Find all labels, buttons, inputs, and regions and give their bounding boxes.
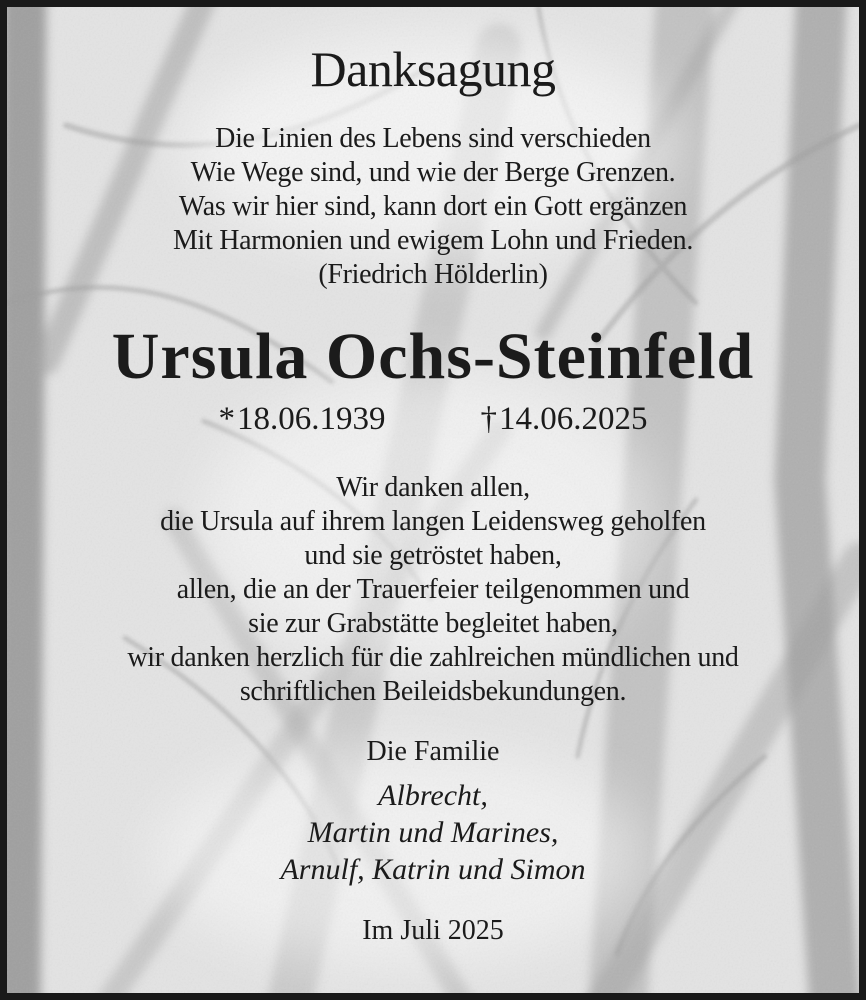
death-cross-symbol: † [480,400,497,437]
family-label: Die Familie [366,735,500,767]
poem-line: Die Linien des Lebens sind verschieden [215,122,651,154]
thanks-line: die Ursula auf ihrem langen Leidensweg geholfen [160,505,706,537]
death-date [481,399,648,439]
publication-date: Im Juli 2025 [362,914,504,946]
thanks-line: wir danken herzlich für die zahlreichen mündlichen und [127,641,739,673]
deceased-name: Ursula Ochs-Steinfeld [111,319,755,393]
born-star-symbol: * [218,400,235,437]
family-names [7,777,859,888]
poem-line: Mit Harmonien und ewigem Lohn und Frieden. [172,224,694,256]
poem-line: Wie Wege sind, und wie der Berge Grenzen. [190,156,676,188]
thanks-text [7,471,859,709]
death-date-value: 14.06.2025 [499,400,648,437]
birth-date-value: 18.06.1939 [237,400,386,437]
life-dates [7,399,859,439]
thanks-line: allen, die an der Trauerfeier teilgenommen und [176,573,690,605]
notice-title: Danksagung [310,41,556,97]
thanks-line: schriftlichen Beileidsbekundungen. [239,675,627,707]
poem [7,122,859,292]
family-name: Martin und Marines, [307,815,559,849]
thanks-line: sie zur Grabstätte begleitet haben, [248,607,618,639]
family-name: Albrecht, [378,778,488,812]
thanks-line: Wir danken allen, [336,471,530,503]
family-name: Arnulf, Katrin und Simon [280,852,586,886]
poem-attribution: (Friedrich Hölderlin) [318,258,548,290]
poem-line: Was wir hier sind, kann dort ein Gott ergänzen [178,190,688,222]
notice-content [7,7,859,948]
birth-date [219,399,386,439]
thanks-line: und sie getröstet haben, [304,539,562,571]
